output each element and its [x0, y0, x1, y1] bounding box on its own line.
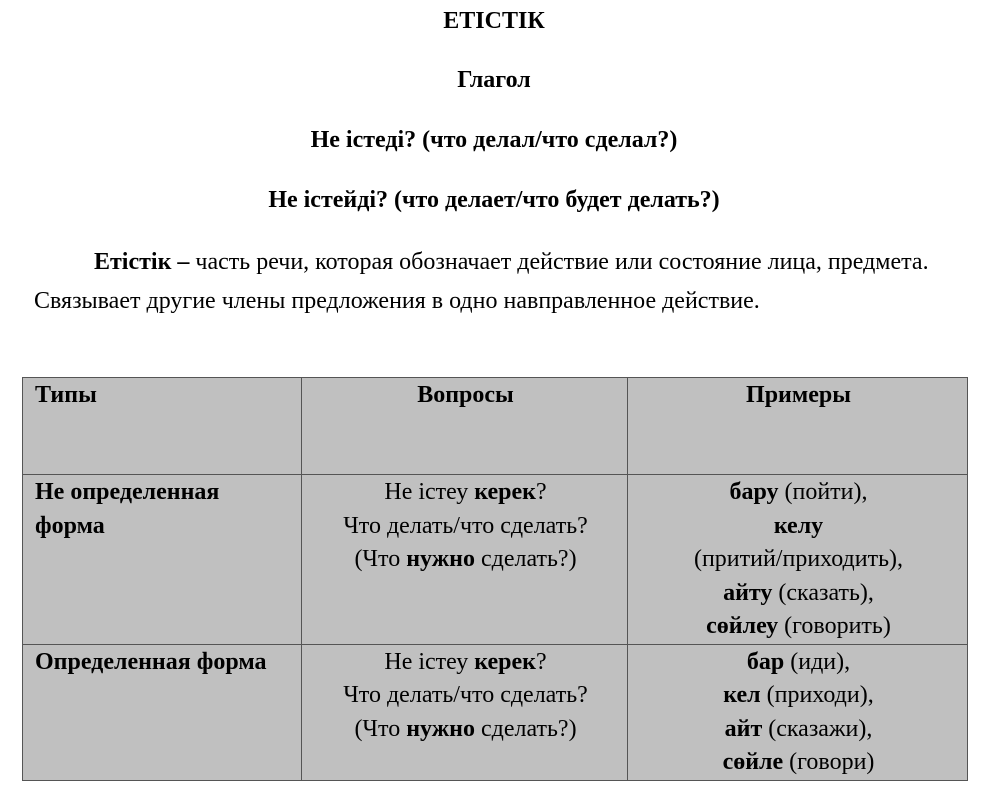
page-subtitle: Глагол: [457, 67, 531, 93]
question-line: (Что нужно сделать?): [354, 546, 577, 572]
question-line: Не істеу керек?: [384, 479, 547, 505]
example-line: келу: [773, 512, 824, 539]
table-header-row: [23, 378, 968, 475]
definition-paragraph: [34, 243, 984, 320]
example-line: бар (иди),: [746, 648, 851, 675]
header-questions: Вопросы: [302, 378, 628, 475]
examples-cell: [628, 475, 968, 645]
example-line: (притий/приходить),: [693, 546, 904, 572]
table-row: [23, 475, 968, 645]
example-line: кел (приходи),: [723, 682, 874, 708]
question-line: Не істеу керек?: [384, 648, 547, 675]
header-types: Типы: [23, 378, 302, 475]
type-cell: Определенная форма: [23, 644, 302, 780]
header-examples: Примеры: [628, 378, 968, 475]
examples-cell: [628, 644, 968, 780]
question-past-heading: Не істеді? (что делал/что сделал?): [310, 127, 678, 153]
page-title: ЕТІСТІК: [443, 8, 545, 34]
questions-cell: [302, 475, 628, 645]
question-line: (Что нужно сделать?): [354, 715, 577, 742]
verb-types-table: [22, 377, 968, 781]
example-line: бару (пойти),: [729, 479, 868, 505]
question-line: Что делать/что сделать?: [343, 512, 588, 539]
question-present-heading: Не істейді? (что делает/что будет делать?): [268, 187, 720, 213]
definition-text: часть речи, которая обозначает действие или состояние лица, предмета. Связывает другие члены предложения в одно навправленное действие.: [34, 249, 929, 314]
example-line: айт (сказажи),: [724, 715, 873, 742]
definition-term: Етістік –: [94, 249, 190, 275]
type-cell: Не определенная форма: [23, 475, 302, 645]
questions-cell: [302, 644, 628, 780]
question-line: Что делать/что сделать?: [343, 682, 588, 708]
example-line: сөйлеу (говорить): [706, 613, 891, 639]
example-line: сөйле (говори): [722, 749, 875, 775]
example-line: айту (сказать),: [723, 579, 874, 606]
table-row: [23, 644, 968, 780]
